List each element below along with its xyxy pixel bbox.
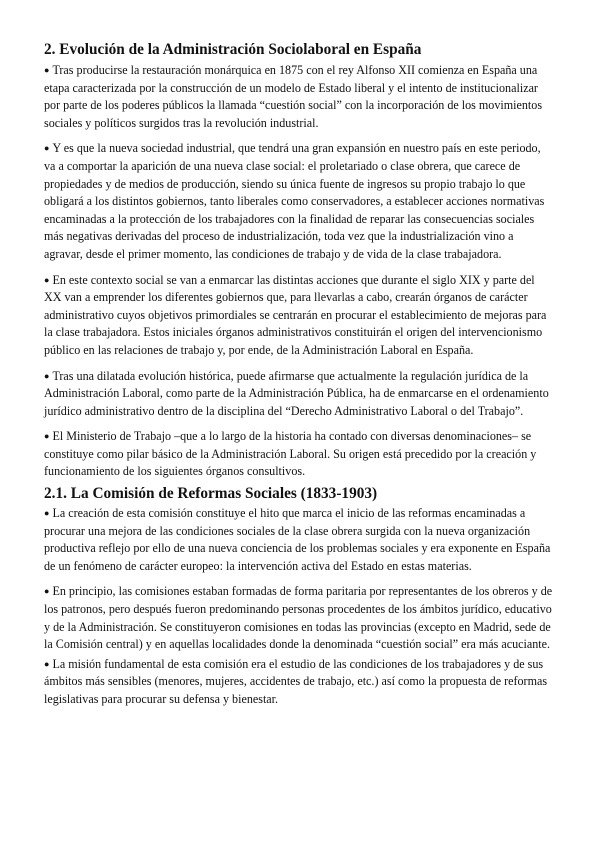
section-2-1-heading: 2.1. La Comisión de Reformas Sociales (1833-1903) [44, 485, 378, 503]
section-2-paragraph-1: ● Tras producirse la restauración monárquica en 1875 con el rey Alfonso XII comienza en España una etapa caracterizada por la construcción de un modelo de Estado liberal y el intento de institucionalizar por parte de los poderes públicos la llamada “cuestión social” con la incorporación de los movimientos sociales y políticos surgidos tras la revolución industrial. [44, 63, 543, 130]
section-2-1-paragraph-3: ● La misión fundamental de esta comisión era el estudio de las condiciones de los trabajadores y de sus ámbitos más sensibles (menores, mujeres, accidentes de trabajo, etc.) así como la propuesta de reformas legislativas para procurar su defensa y bienestar. [44, 656, 548, 706]
bullet-icon: ● [44, 431, 50, 442]
section-2-1-paragraph-1: ● La creación de esta comisión constituye el hito que marca el inicio de las reformas encaminadas a procurar una mejora de las condiciones sociales de la clase obrera surgida con la nueva organización productiva reflejo por ello de una nueva conciencia de los problemas sociales y era exponente en España de un fenómeno de carácter europeo: la intervención activa del Estado en estas materias. [44, 506, 551, 573]
section-2-paragraph-3: ● En este contexto social se van a enmarcar las distintas acciones que durante el siglo XIX y parte del XX van a emprender los diferentes gobiernos que, para llevarlas a cabo, crearán órganos de carácter administrativo cuyos objetivos primordiales se centrarán en procurar el establecimiento de mejoras para la clase trabajadora. Estos iniciales órganos administrativos constituirán el origen del intervencionismo público en las relaciones de trabajo y, por ende, de la Administración Laboral en España. [44, 272, 547, 357]
bullet-icon: ● [44, 143, 50, 154]
bullet-icon: ● [44, 65, 50, 75]
section-2-heading: 2. Evolución de la Administración Sociolaboral en España [44, 41, 422, 58]
bullet-icon: ● [44, 658, 50, 669]
section-2-paragraph-4: ● Tras una dilatada evolución histórica, puede afirmarse que actualmente la regulación jurídica de la Administración Laboral, como parte de la Administración Pública, ha de enmarcarse en el ordenamiento jurídico administrativo dentro de la disciplina del “Derecho Administrativo Laboral o del Trabajo”. [44, 368, 549, 418]
section-2-paragraph-2: ● Y es que la nueva sociedad industrial, que tendrá una gran expansión en nuestro país en este periodo, va a comportar la aparición de una nueva clase social: el proletariado o clase obrera, que carece de propiedades y de medios de producción, siendo su única fuente de ingresos su propio trabajo lo que obligará a los distintos gobiernos, tanto liberales como conservadores, a establecer acciones normativas encaminadas a la protección de los trabajadores con la finalidad de reparar las consecuencias sociales más negativas derivadas del proceso de industrialización, toda vez que la industrialización vino a agravar, desde el primer momento, las condiciones de trabajo y de vida de la clase trabajadora. [44, 141, 545, 261]
bullet-icon: ● [44, 586, 50, 597]
bullet-icon: ● [44, 370, 50, 381]
bullet-icon: ● [44, 274, 50, 285]
section-2-paragraph-5: ● El Ministerio de Trabajo –que a lo largo de la historia ha contado con diversas denominaciones– se constituye como pilar básico de la Administración Laboral. Su origen está precedido por la creación y funcionamiento de los siguientes órganos consultivos. [44, 429, 537, 479]
bullet-icon: ● [44, 508, 50, 519]
section-2-1-paragraph-2: ● En principio, las comisiones estaban formadas de forma paritaria por representantes de los obreros y de los patronos, pero después fueron predominando personas procedentes de los ámbitos jurídico, educativo y de la Administración. Se constituyeron comisiones en todas las provincias (excepto en Madrid, sede de la Comisión central) y en aquellas localidades donde la denominada “cuestión social” era más acuciante. [44, 584, 553, 652]
